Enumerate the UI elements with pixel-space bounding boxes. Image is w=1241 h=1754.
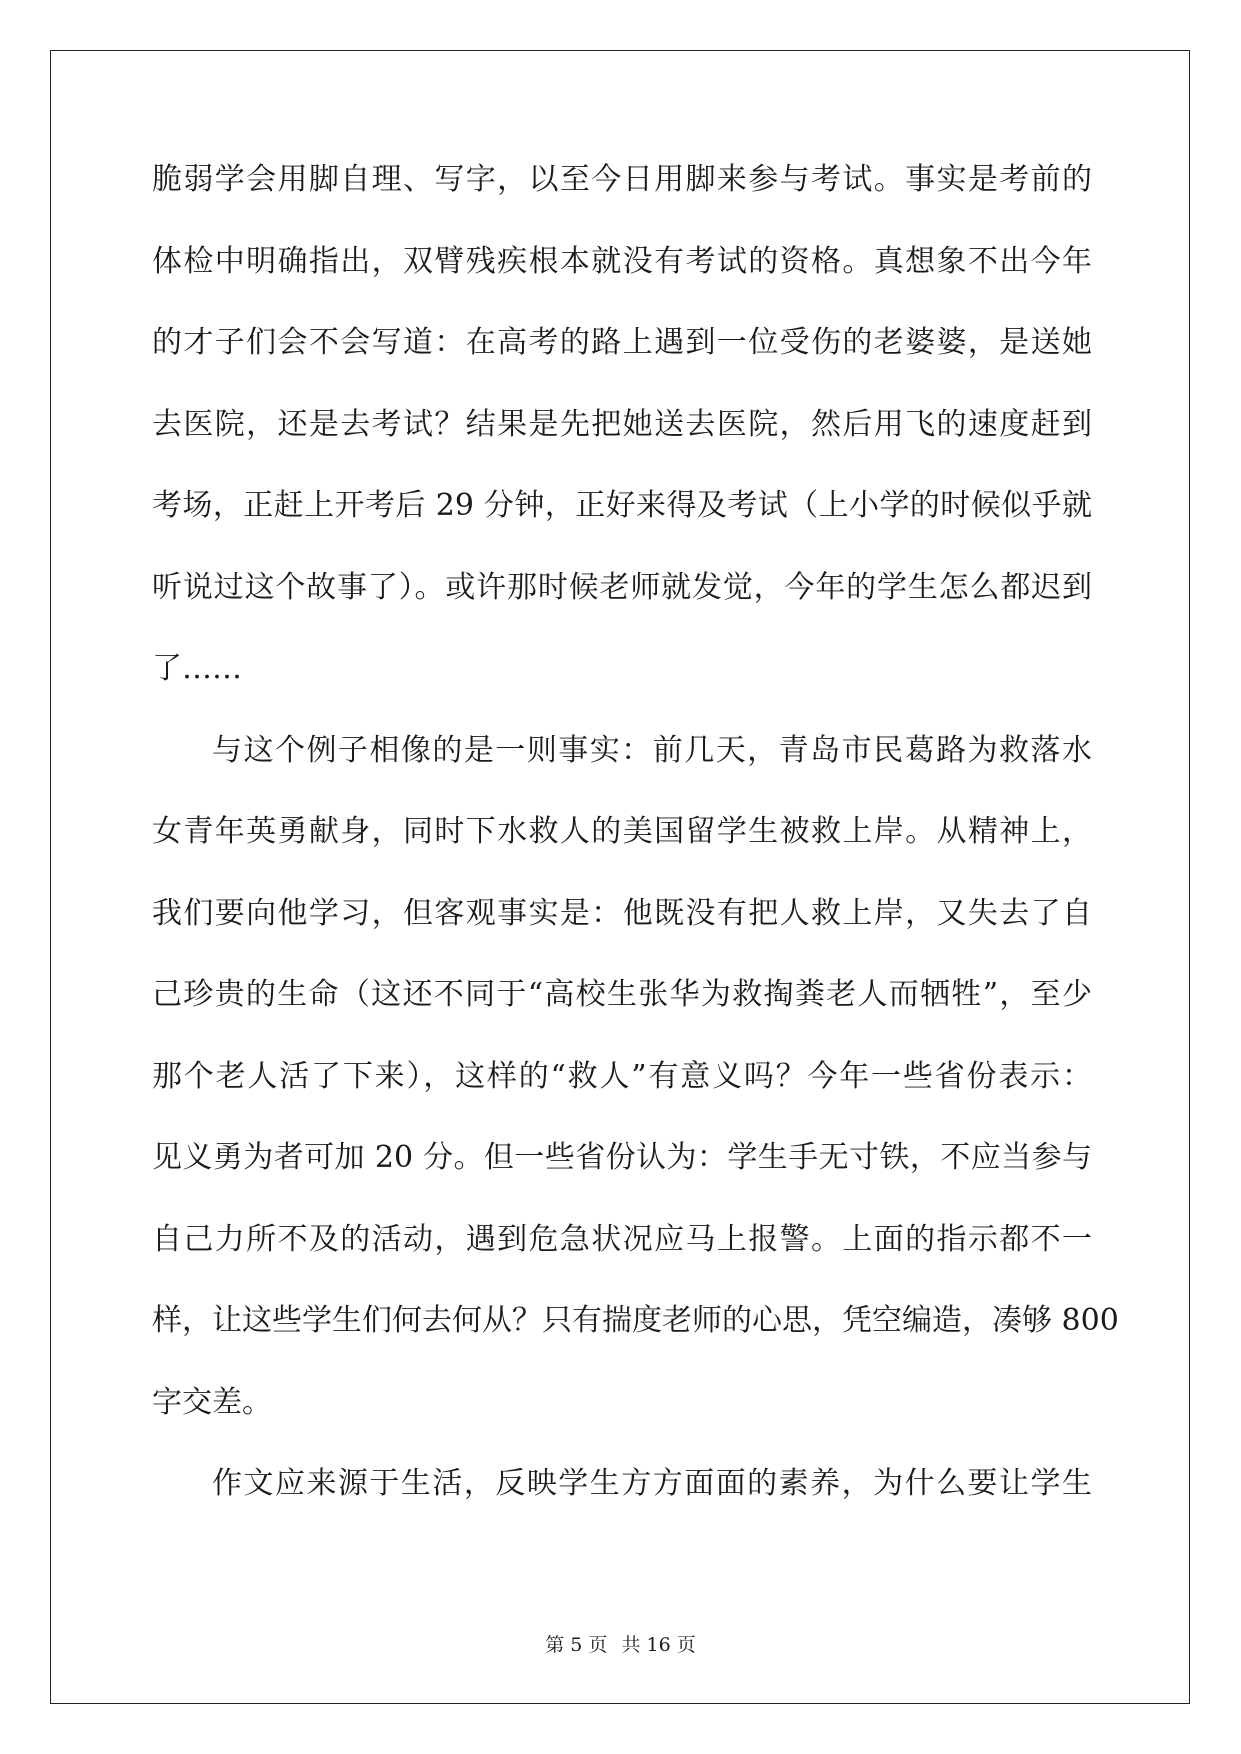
- text-line: 女青年英勇献身，同时下水救人的美国留学生被救上岸。从精神上，: [152, 814, 1092, 849]
- text-line: 字交差。: [152, 1384, 272, 1420]
- page-number: 第 5 页: [545, 1634, 608, 1656]
- paragraph-start-line: 与这个例子相像的是一则事实：前几天，青岛市民葛路为救落水: [212, 732, 1092, 768]
- text-line: 去医院，还是去考试？结果是先把她送去医院，然后用飞的速度赶到: [152, 406, 1092, 442]
- text-line: 见义勇为者可加 20 分。但一些省份认为：学生手无寸铁，不应当参与: [152, 1140, 1092, 1175]
- text-line: 体检中明确指出，双臂残疾根本就没有考试的资格。真想象不出今年: [152, 243, 1092, 279]
- text-line: 样，让这些学生们何去何从？只有揣度老师的心思，凭空编造，凑够 800: [152, 1303, 1119, 1338]
- text-line: 考场，正赶上开考后 29 分钟，正好来得及考试（上小学的时候似乎就: [152, 488, 1092, 523]
- text-line: 己珍贵的生命（这还不同于“高校生张华为救掏粪老人而牺牲”，至少: [152, 977, 1092, 1012]
- document-body: [152, 160, 1119, 1546]
- text-line: 自己力所不及的活动，遇到危急状况应马上报警。上面的指示都不一: [152, 1221, 1092, 1257]
- text-line: 听说过这个故事了）。或许那时候老师就发觉，今年的学生怎么都迟到: [152, 569, 1092, 605]
- paragraph-start-line: 作文应来源于生活，反映学生方方面面的素养，为什么要让学生: [212, 1466, 1092, 1501]
- text-line: 那个老人活了下来），这样的“救人”有意义吗？今年一些省份表示：: [152, 1058, 1092, 1094]
- text-line: 的才子们会不会写道：在高考的路上遇到一位受伤的老婆婆，是送她: [152, 325, 1092, 360]
- page-footer: [0, 1630, 1241, 1657]
- text-line: 了……: [152, 651, 242, 686]
- text-line: 脆弱学会用脚自理、写字，以至今日用脚来参与考试。事实是考前的: [152, 162, 1092, 197]
- total-pages: 共 16 页: [621, 1634, 696, 1656]
- text-line: 我们要向他学习，但客观事实是：他既没有把人救上岸，又失去了自: [152, 895, 1092, 931]
